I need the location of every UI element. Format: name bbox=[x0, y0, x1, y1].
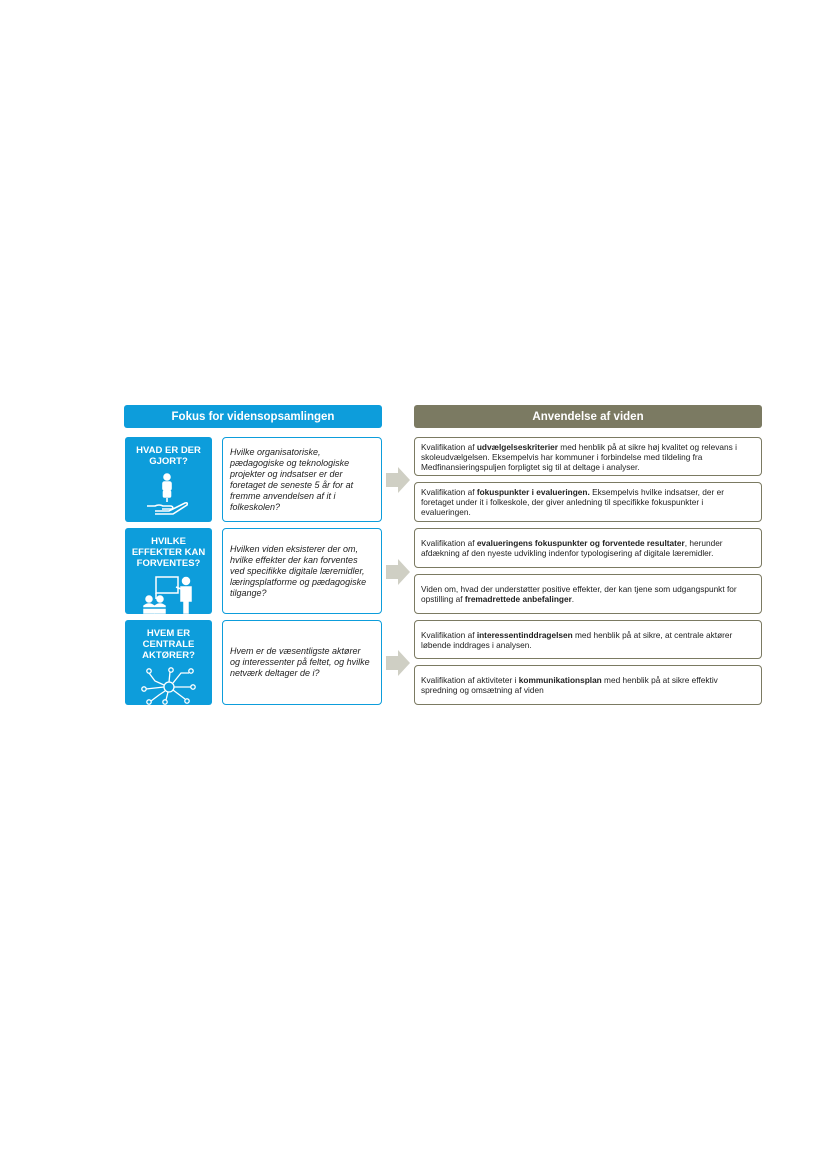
info-text: Kvalifikation af evalueringens fokuspunkter og forventede resultater, herunder afdækning af den nyeste udvikling indenfor typologisering af digitale læremidler. bbox=[421, 538, 723, 558]
description-box-what-done bbox=[222, 437, 382, 522]
arrow-right-icon bbox=[386, 559, 410, 585]
header-knowledge-use: Anvendelse af viden bbox=[414, 405, 762, 428]
info-text: Kvalifikation af aktiviteter i kommunikationsplan med henblik på at sikre effektiv spredning og omsætning af viden bbox=[421, 675, 718, 695]
info-text: Viden om, hvad der understøtter positive effekter, der kan tjene som udgangspunkt for opstilling af fremadrettede anbefalinger. bbox=[421, 584, 737, 604]
info-box-recommendations bbox=[414, 574, 762, 614]
description-text: Hvem er de væsentligste aktører og interessenter på feltet, og hvilke netværk deltager de i? bbox=[230, 646, 370, 678]
header-knowledge-focus: Fokus for vidensopsamlingen bbox=[124, 405, 382, 428]
question-box-expected-effects bbox=[125, 528, 212, 614]
info-text: Kvalifikation af fokuspunkter i evalueringen. Eksempelvis hvilke indsatser, der er foretaget under it i folkeskole, der giver anledning til specifikke fokuspunkter i evalueringen. bbox=[421, 487, 724, 517]
info-text: Kvalifikation af interessentinddragelsen med henblik på at sikre, at centrale aktører løbende inddrages i analysen. bbox=[421, 629, 733, 650]
arrow-right-icon bbox=[386, 650, 410, 676]
description-box-expected-effects bbox=[222, 528, 382, 614]
description-text: Hvilke organisatoriske, pædagogiske og teknologiske projekter og indsatser er der foretaget de seneste 5 år for at fremme anvendelsen af it i folkeskolen? bbox=[230, 446, 354, 512]
arrow-right-icon bbox=[386, 467, 410, 493]
question-label: HVAD ER DER GJORT? bbox=[136, 445, 201, 467]
description-text: Hvilken viden eksisterer der om, hvilke effekter der kan forventes ved specifikke digitale læremidler, læringsplatforme og pædagogiske tilgange? bbox=[230, 543, 367, 598]
question-box-central-actors bbox=[125, 620, 212, 705]
info-box-evaluation-results bbox=[414, 528, 762, 568]
description-box-central-actors bbox=[222, 620, 382, 705]
teacher-presentation-icon bbox=[142, 575, 196, 615]
question-box-what-done bbox=[125, 437, 212, 522]
hand-with-person-icon bbox=[145, 473, 193, 515]
info-text: Kvalifikation af udvælgelseskriterier med henblik på at sikre høj kvalitet og relevans i skoleudvælgelsen. Eksempelvis har kommuner i forbindelse med tildeling fra Medfinansieringspuljen forpligtet sig til at deltage i analyser. bbox=[421, 441, 737, 472]
info-box-communication-plan bbox=[414, 665, 762, 705]
info-box-evaluation-focus bbox=[414, 482, 762, 522]
network-icon bbox=[141, 667, 197, 705]
info-box-selection-criteria bbox=[414, 437, 762, 476]
question-label: HVILKE EFFEKTER KAN FORVENTES? bbox=[131, 536, 206, 569]
info-box-stakeholder-involvement bbox=[414, 620, 762, 659]
question-label: HVEM ER CENTRALE AKTØRER? bbox=[142, 628, 195, 661]
